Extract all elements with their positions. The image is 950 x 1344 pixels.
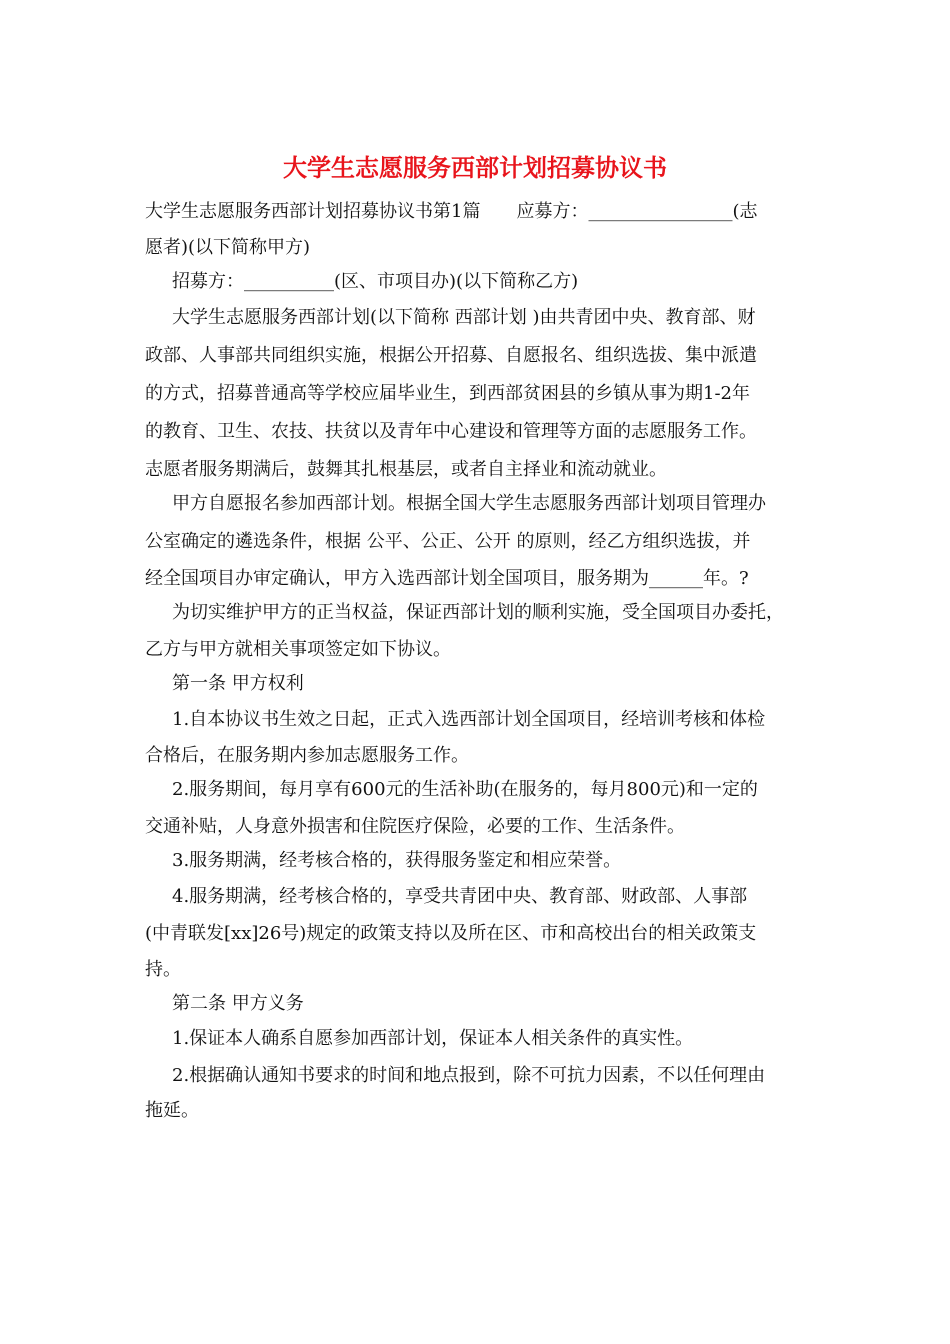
body-line-5: 政部、人事部共同组织实施，根据公开招募、自愿报名、组织选拔、集中派遣 [145,345,757,366]
body-line-1: 大学生志愿服务西部计划招募协议书第1篇 应募方：________________(志 [145,201,758,222]
body-line-13: 乙方与甲方就相关事项签定如下协议。 [145,639,451,660]
body-line-6: 的方式，招募普通高等学校应届毕业生，到西部贫困县的乡镇从事为期1-2年 [145,383,750,404]
section-heading-1: 第一条 甲方权利 [172,673,304,694]
body-line-25: 2.根据确认通知书要求的时间和地点报到，除不可抗力因素，不以任何理由 [172,1065,766,1086]
body-line-20: 4.服务期满，经考核合格的，享受共青团中央、教育部、财政部、人事部 [172,886,748,907]
body-line-24: 1.保证本人确系自愿参加西部计划，保证本人相关条件的真实性。 [172,1028,694,1049]
body-line-22: 持。 [145,959,181,980]
body-line-2: 愿者)(以下简称甲方) [145,237,311,258]
body-line-8: 志愿者服务期满后，鼓舞其扎根基层，或者自主择业和流动就业。 [145,459,667,480]
body-line-16: 合格后，在服务期内参加志愿服务工作。 [145,745,469,766]
body-line-9: 甲方自愿报名参加西部计划。根据全国大学生志愿服务西部计划项目管理办 [172,493,766,514]
body-line-21: (中青联发[xx]26号)规定的政策支持以及所在区、市和高校出台的相关政策支 [145,923,757,944]
body-line-19: 3.服务期满，经考核合格的，获得服务鉴定和相应荣誉。 [172,850,622,871]
body-line-17: 2.服务期间，每月享有600元的生活补助(在服务的，每月800元)和一定的 [172,779,758,800]
body-line-15: 1.自本协议书生效之日起，正式入选西部计划全国项目，经培训考核和体检 [172,709,766,730]
document-title: 大学生志愿服务西部计划招募协议书 [283,153,667,182]
body-line-26: 拖延。 [145,1100,199,1121]
body-line-10: 公室确定的遴选条件，根据 公平、公正、公开 的原则，经乙方组织选拔，并 [145,531,751,552]
body-line-3: 招募方：__________(区、市项目办)(以下简称乙方) [172,271,579,292]
body-line-12: 为切实维护甲方的正当权益，保证西部计划的顺利实施，受全国项目办委托， [172,602,784,623]
body-line-7: 的教育、卫生、农技、扶贫以及青年中心建设和管理等方面的志愿服务工作。 [145,421,757,442]
body-line-11: 经全国项目办审定确认，甲方入选西部计划全国项目，服务期为______年。? [145,568,749,589]
body-line-18: 交通补贴，人身意外损害和住院医疗保险，必要的工作、生活条件。 [145,816,685,837]
section-heading-2: 第二条 甲方义务 [172,993,304,1014]
body-line-4: 大学生志愿服务西部计划(以下简称 西部计划 )由共青团中央、教育部、财 [172,307,756,328]
